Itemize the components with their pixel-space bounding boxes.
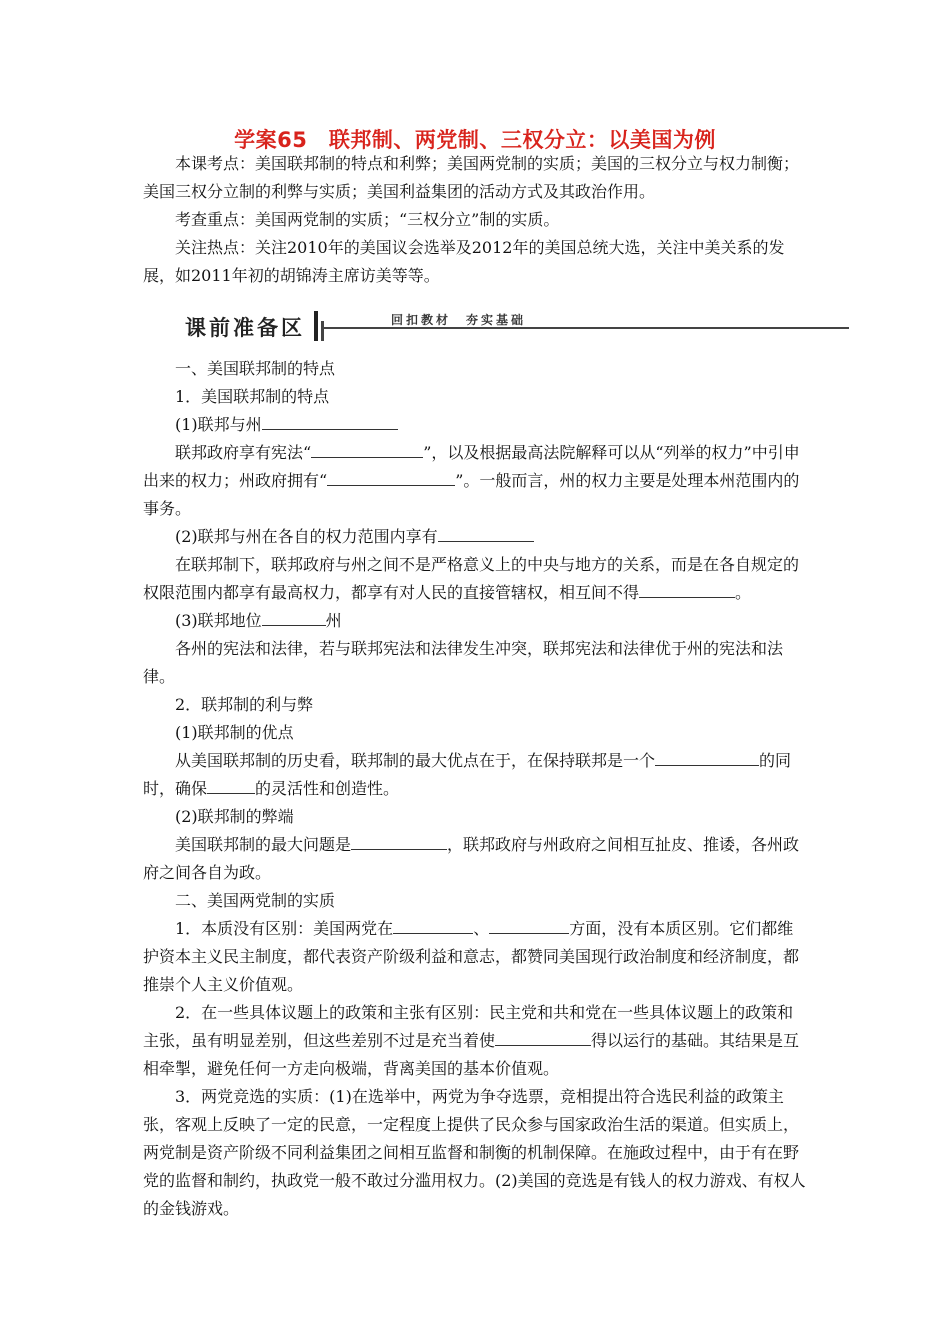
answer-blank[interactable] bbox=[639, 579, 735, 598]
answer-blank[interactable] bbox=[207, 775, 255, 794]
text-run: 联邦政府享有宪法“ bbox=[175, 443, 312, 462]
intro-section bbox=[143, 150, 808, 290]
item-1-2-1: (1)联邦制的优点 bbox=[175, 723, 294, 742]
banner-bar bbox=[314, 311, 318, 341]
intro-focus: 考查重点：美国两党制的实质；“三权分立”制的实质。 bbox=[175, 210, 560, 229]
subsection-1-2: 2．联邦制的利与弊 bbox=[175, 695, 314, 714]
paragraph bbox=[143, 831, 808, 887]
intro-key-points: 本课考点：美国联邦制的特点和利弊；美国两党制的实质；美国的三权分立与权力制衡；美国三权分立制的利弊与实质；美国利益集团的活动方式及其政治作用。 bbox=[143, 154, 800, 201]
worksheet-content bbox=[143, 355, 808, 1223]
text-run: 的同时，确保 bbox=[143, 751, 792, 798]
item-2-3: 3．两党竞选的实质：(1)在选举中，两党为争夺选票，竞相提出符合选民利益的政策主张，客观上反映了一定的民意，一定程度上提供了民众参与国家政治生活的渠道。但实质上，两党制是资产阶级不同利益集团之间相互监督和制衡的机制保障。在施政过程中，由于有在野党的监督和制约，执政党一般不敢过分滥用权力。(2)美国的竞选是有钱人的权力游戏、有权人的金钱游戏。 bbox=[143, 1087, 806, 1218]
text-run: 美国联邦制的最大问题是 bbox=[175, 835, 352, 854]
item-label: (3)联邦地位 bbox=[175, 611, 262, 630]
section-1-heading: 一、美国联邦制的特点 bbox=[175, 359, 336, 378]
text-run: 方面，没有本质区别。它们都维护资本主义民主制度，都代表资产阶级利益和意志，都赞同美国现行政治制度和经济制度，都推崇个人主义价值观。 bbox=[143, 919, 800, 994]
section-banner bbox=[173, 308, 849, 344]
text-run: 得以运行的基础。其结果是互相牵掣，避免任何一方走向极端，背离美国的基本价值观。 bbox=[143, 1031, 800, 1078]
answer-blank[interactable] bbox=[489, 915, 569, 934]
text-run: 2．在一些具体议题上的政策和主张有区别：民主党和共和党在一些具体议题上的政策和主张，虽有明显差别，但这些差别不过是充当着使 bbox=[143, 1003, 794, 1050]
paragraph bbox=[143, 747, 808, 803]
item-1-1-3 bbox=[143, 607, 808, 635]
text-run: ”，以及根据最高法院解释可以从“列举的权力”中引申出来的权力；州政府拥有“ bbox=[143, 443, 800, 490]
section-2-heading: 二、美国两党制的实质 bbox=[175, 891, 336, 910]
text-run: 从美国联邦制的历史看，联邦制的最大优点在于，在保持联邦是一个 bbox=[175, 751, 656, 770]
answer-blank[interactable] bbox=[495, 1027, 591, 1046]
item-2-2 bbox=[143, 999, 808, 1083]
answer-blank[interactable] bbox=[262, 411, 398, 430]
paragraph: 各州的宪法和法律，若与联邦宪法和法律发生冲突，联邦宪法和法律优于州的宪法和法律。 bbox=[143, 639, 784, 686]
text-run: 的灵活性和创造性。 bbox=[255, 779, 400, 798]
page-title: 学案65 联邦制、两党制、三权分立：以美国为例 bbox=[234, 128, 716, 152]
answer-blank[interactable] bbox=[393, 915, 473, 934]
banner-subtitle: 回扣教材 夯实基础 bbox=[391, 313, 527, 327]
text-run: 。 bbox=[735, 583, 752, 602]
item-2-1 bbox=[143, 915, 808, 999]
intro-hotspots: 关注热点：关注2010年的美国议会选举及2012年的美国总统大选，关注中美关系的发展，如2011年初的胡锦涛主席访美等等。 bbox=[143, 238, 785, 285]
answer-blank[interactable] bbox=[327, 467, 455, 486]
banner-bar-thin bbox=[321, 321, 324, 341]
item-1-2-2: (2)联邦制的弊端 bbox=[175, 807, 294, 826]
paragraph bbox=[143, 439, 808, 523]
item-1-1-2 bbox=[143, 523, 808, 551]
answer-blank[interactable] bbox=[655, 747, 759, 766]
answer-blank[interactable] bbox=[351, 831, 447, 850]
item-1-1-1 bbox=[143, 411, 808, 439]
paragraph bbox=[143, 551, 808, 607]
answer-blank[interactable] bbox=[262, 607, 326, 626]
answer-blank[interactable] bbox=[311, 439, 423, 458]
answer-blank[interactable] bbox=[438, 523, 534, 542]
text-run: 、 bbox=[473, 919, 490, 938]
text-run: ，联邦政府与州政府之间相互扯皮、推诿，各州政府之间各自为政。 bbox=[143, 835, 800, 882]
text-run: 州 bbox=[325, 611, 342, 630]
text-run: 在联邦制下，联邦政府与州之间不是严格意义上的中央与地方的关系，而是在各自规定的权限范围内都享有最高权力，都享有对人民的直接管辖权，相互间不得 bbox=[143, 555, 800, 602]
item-label: (2)联邦与州在各自的权力范围内享有 bbox=[175, 527, 438, 546]
subsection-1-1: 1．美国联邦制的特点 bbox=[175, 387, 330, 406]
banner-heading: 课前准备区 bbox=[185, 316, 305, 340]
item-label: (1)联邦与州 bbox=[175, 415, 262, 434]
text-run: 1．本质没有区别：美国两党在 bbox=[175, 919, 394, 938]
text-run: ”。一般而言，州的权力主要是处理本州范围内的事务。 bbox=[143, 471, 800, 518]
